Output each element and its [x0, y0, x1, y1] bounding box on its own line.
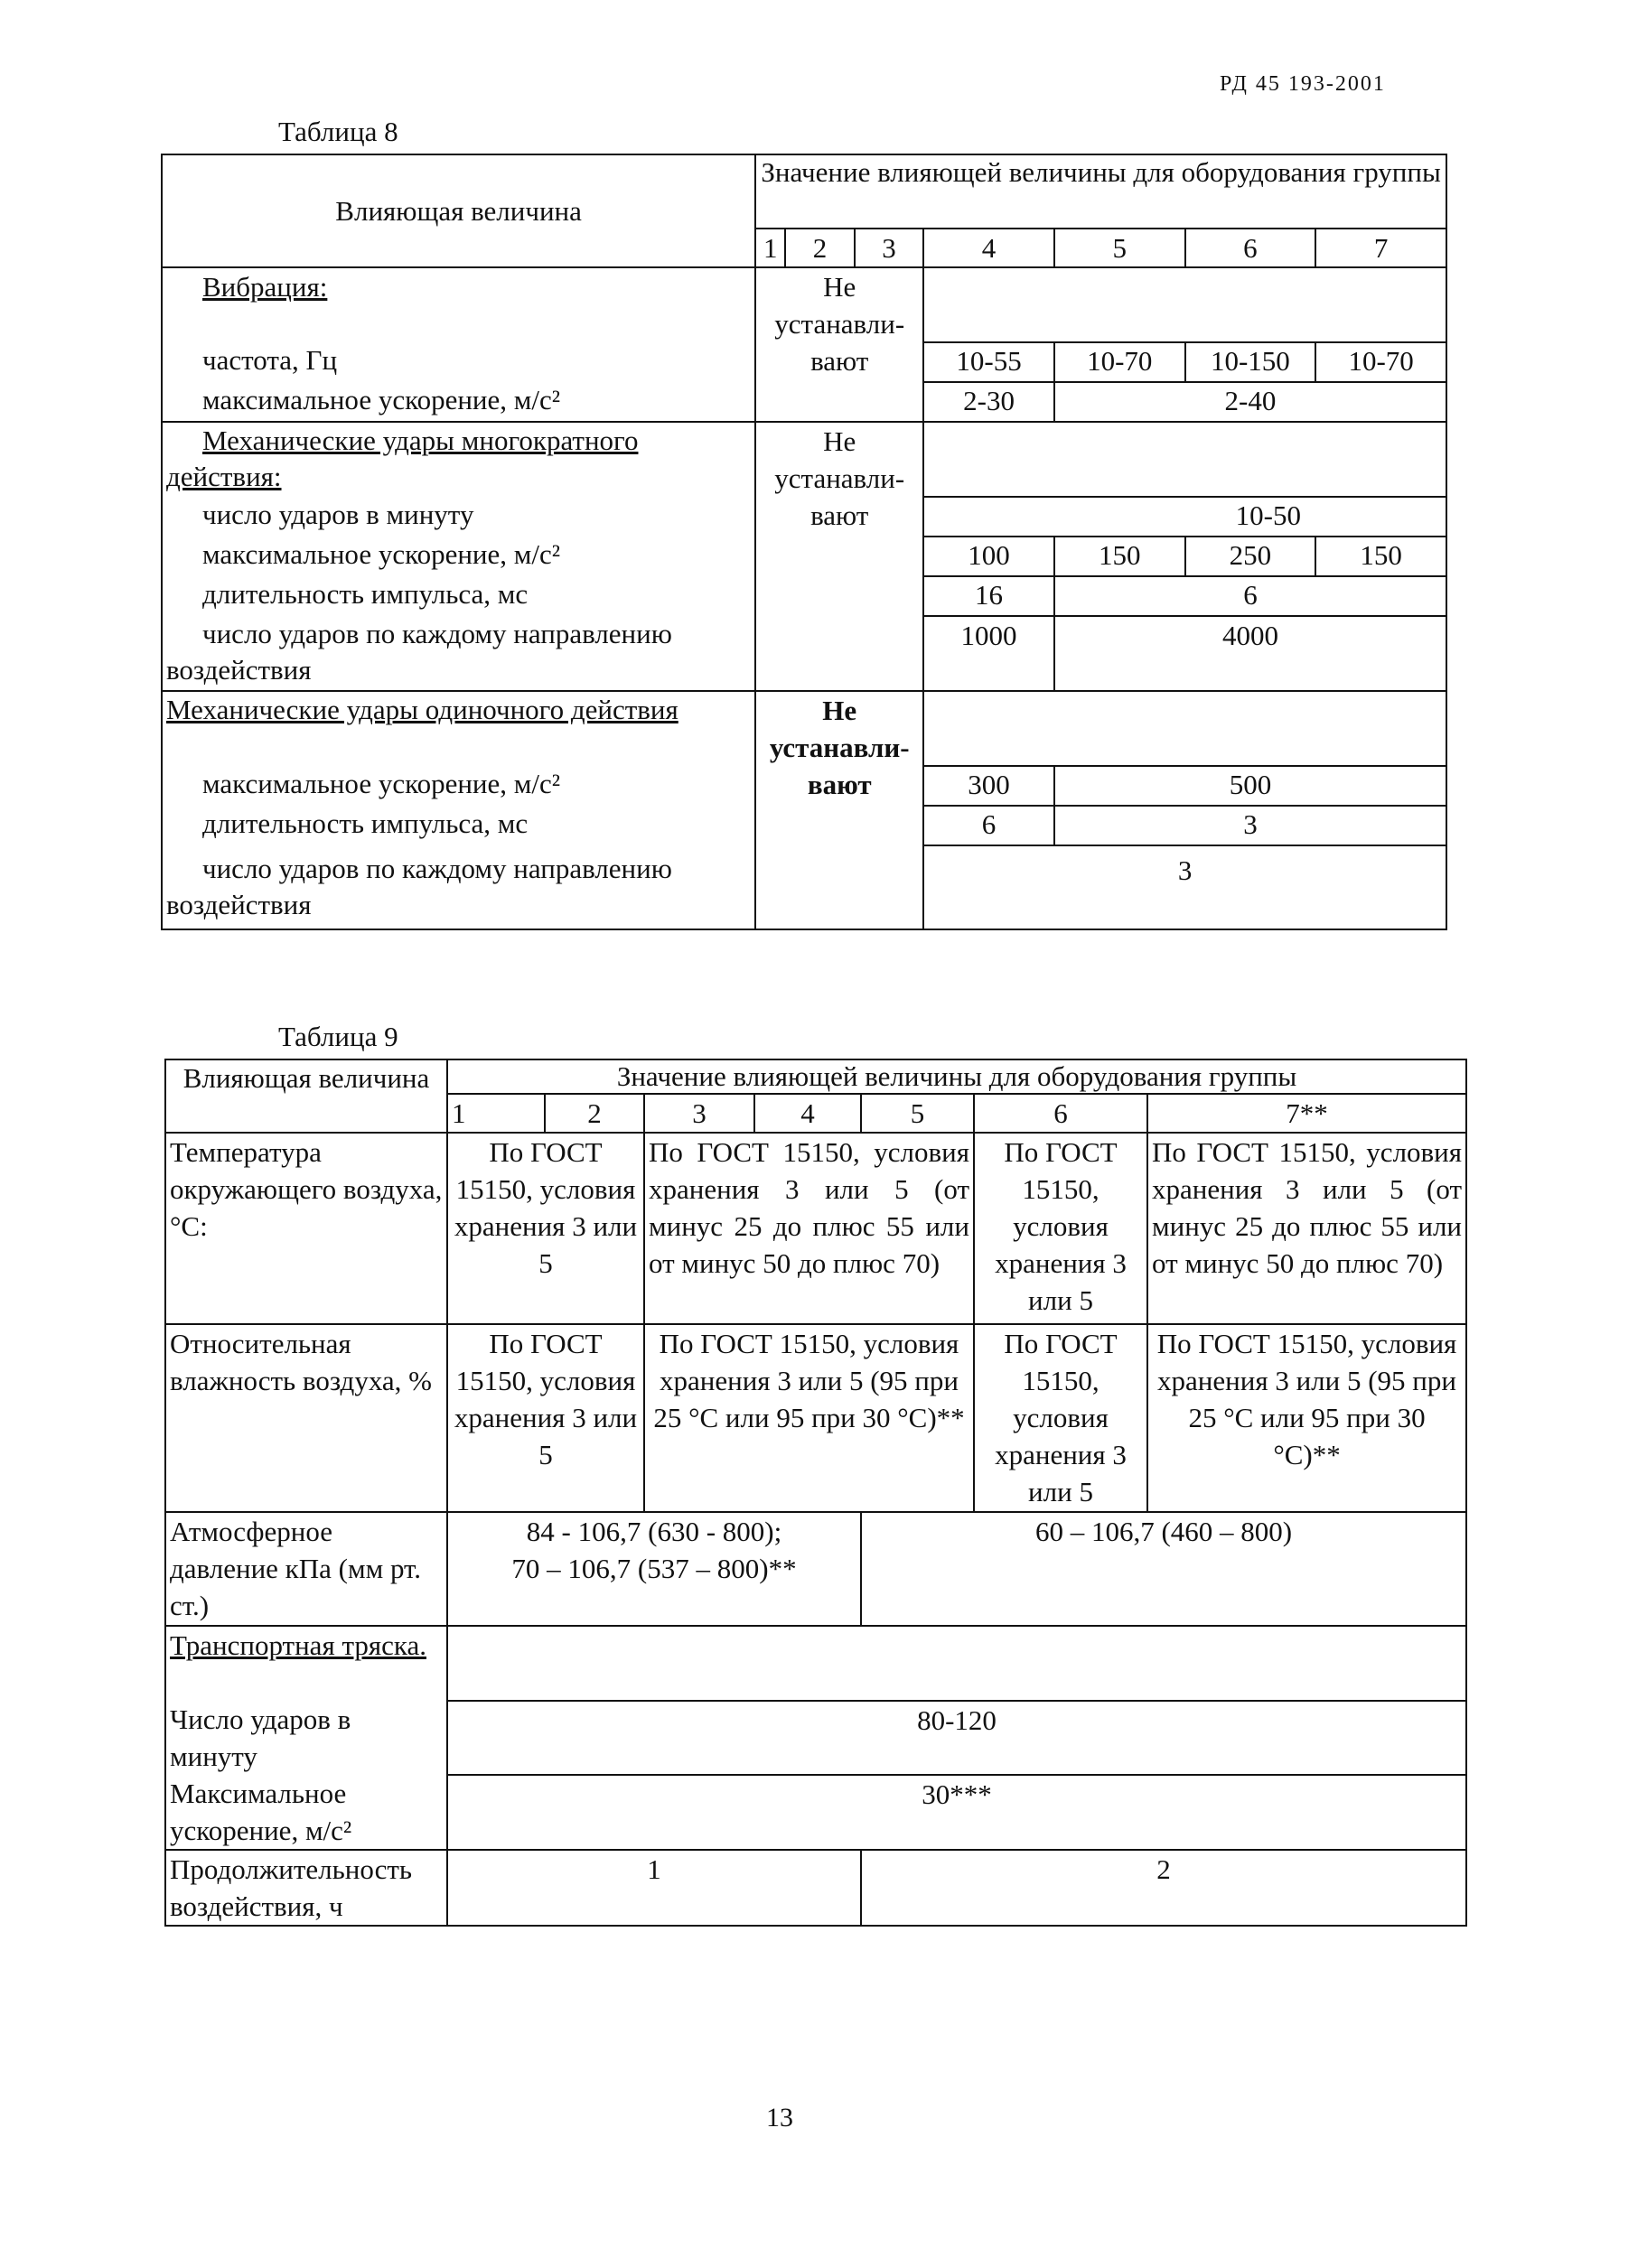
document-code: РД 45 193-2001 [1220, 72, 1386, 96]
t8-group-2: 2 [785, 229, 854, 267]
t8-vibration-freq-7: 10-70 [1315, 342, 1446, 382]
t8-multi-count-5-7: 4000 [1054, 616, 1446, 691]
table-9 [164, 1059, 1467, 1927]
t8-group-7: 7 [1315, 229, 1446, 267]
t9-group-4: 4 [754, 1094, 861, 1133]
t8-multi-rate-label: число ударов в минуту [162, 497, 755, 537]
t8-vibration-not-set: Не устанавли-вают [755, 267, 923, 422]
t8-single-title: Механические удары одиночного действия [162, 691, 755, 766]
t8-group-4: 4 [923, 229, 1054, 267]
t8-vibration-freq-5: 10-70 [1054, 342, 1185, 382]
t9-transport-rate-label: Число ударов в минуту [165, 1701, 447, 1775]
t8-multi-accel-7: 150 [1315, 537, 1446, 576]
t9-humidity-g12: По ГОСТ 15150, условия хранения 3 или 5 [447, 1324, 644, 1512]
t9-duration-label: Продолжительность воздействия, ч [165, 1850, 447, 1926]
t8-single-accel-label: максимальное ускорение, м/с² [162, 766, 755, 806]
page-number: 13 [766, 2103, 793, 2133]
t9-pressure-left-line2: 70 – 106,7 (537 – 800)** [511, 1553, 797, 1584]
t9-header-value: Значение влияющей величины для оборудования группы [447, 1059, 1466, 1094]
t9-group-6: 6 [974, 1094, 1147, 1133]
t8-single-dur-5-7: 3 [1054, 806, 1446, 845]
t9-humidity-g345: По ГОСТ 15150, условия хранения 3 или 5 (95 при 25 °С или 95 при 30 °С)** [644, 1324, 974, 1512]
t9-pressure-left [447, 1512, 861, 1626]
t9-humidity-g6: По ГОСТ 15150, условия хранения 3 или 5 [974, 1324, 1147, 1512]
t9-duration-g6-7: 2 [861, 1850, 1466, 1926]
t8-multi-count-label: число ударов по каждому направлению воздействия [162, 616, 755, 691]
t8-vibration-accel-4: 2-30 [923, 382, 1054, 422]
t8-single-count-label: число ударов по каждому направлению воздействия [162, 845, 755, 929]
t8-multi-count-4: 1000 [923, 616, 1054, 691]
t9-duration-g1-5: 1 [447, 1850, 861, 1926]
t8-multi-accel-label: максимальное ускорение, м/с² [162, 537, 755, 576]
t8-vibration-title: Вибрация: [162, 267, 755, 342]
table-8 [161, 154, 1447, 930]
t8-header-value: Значение влияющей величины для оборудования группы [755, 154, 1446, 229]
t9-pressure-label: Атмосферное давление кПа (мм рт. ст.) [165, 1512, 447, 1626]
t9-transport-accel-label: Максимальное ускорение, м/с² [165, 1775, 447, 1850]
t9-humidity-g7: По ГОСТ 15150, условия хранения 3 или 5 (95 при 25 °С или 95 при 30 °С)** [1147, 1324, 1466, 1512]
t9-pressure-right: 60 – 106,7 (460 – 800) [861, 1512, 1466, 1626]
table9-caption: Таблица 9 [278, 1021, 398, 1052]
t8-single-dur-4: 6 [923, 806, 1054, 845]
t8-vibration-accel-label: максимальное ускорение, м/с² [162, 382, 755, 422]
t8-multi-rate: 10-50 [923, 497, 1446, 537]
t9-temp-label: Температура окружающего воздуха, °С: [165, 1133, 447, 1324]
t9-temp-g345: По ГОСТ 15150, условия хранения 3 или 5 (от минус 25 до плюс 55 или от минус 50 до плюс 70) [644, 1133, 974, 1324]
t8-vibration-freq-4: 10-55 [923, 342, 1054, 382]
t8-multi-accel-6: 250 [1185, 537, 1316, 576]
t8-multi-accel-4: 100 [923, 537, 1054, 576]
t9-temp-g7: По ГОСТ 15150, условия хранения 3 или 5 (от минус 25 до плюс 55 или от минус 50 до плюс 70) [1147, 1133, 1466, 1324]
t8-vibration-freq-6: 10-150 [1185, 342, 1316, 382]
t8-single-accel-4: 300 [923, 766, 1054, 806]
t8-multi-accel-5: 150 [1054, 537, 1185, 576]
t8-multi-not-set: Не устанавли-вают [755, 422, 923, 691]
t8-single-not-set: Не устанавли-вают [755, 691, 923, 929]
t9-transport-title: Транспортная тряска. [165, 1626, 447, 1701]
t9-transport-accel: 30*** [447, 1775, 1466, 1850]
t8-single-dur-label: длительность импульса, мс [162, 806, 755, 845]
t8-multi-dur-4: 16 [923, 576, 1054, 616]
t9-humidity-label: Относительная влажность воздуха, % [165, 1324, 447, 1512]
t9-temp-g6: По ГОСТ 15150, условия хранения 3 или 5 [974, 1133, 1147, 1324]
t9-pressure-left-line1: 84 - 106,7 (630 - 800); [526, 1516, 782, 1547]
t9-group-1: 1 [447, 1094, 545, 1133]
t8-group-6: 6 [1185, 229, 1316, 267]
t8-vibration-accel-5-7: 2-40 [1054, 382, 1446, 422]
t8-group-3: 3 [855, 229, 923, 267]
t8-single-accel-5-7: 500 [1054, 766, 1446, 806]
table8-caption: Таблица 8 [278, 116, 398, 147]
t9-transport-rate: 80-120 [447, 1701, 1466, 1775]
t8-vibration-freq-label: частота, Гц [162, 342, 755, 382]
t9-group-7: 7** [1147, 1094, 1466, 1133]
t8-group-1: 1 [755, 229, 785, 267]
t9-group-2: 2 [545, 1094, 644, 1133]
t8-single-count: 3 [923, 845, 1446, 929]
t8-multi-title: Механические удары многократного действия: [162, 422, 755, 497]
t8-header-param: Влияющая величина [162, 154, 755, 267]
t8-group-5: 5 [1054, 229, 1185, 267]
t8-multi-dur-5-7: 6 [1054, 576, 1446, 616]
t9-header-param: Влияющая величина [165, 1059, 447, 1133]
t9-temp-g12: По ГОСТ 15150, условия хранения 3 или 5 [447, 1133, 644, 1324]
t8-multi-dur-label: длительность импульса, мс [162, 576, 755, 616]
t9-group-3: 3 [644, 1094, 754, 1133]
t9-group-5: 5 [861, 1094, 974, 1133]
